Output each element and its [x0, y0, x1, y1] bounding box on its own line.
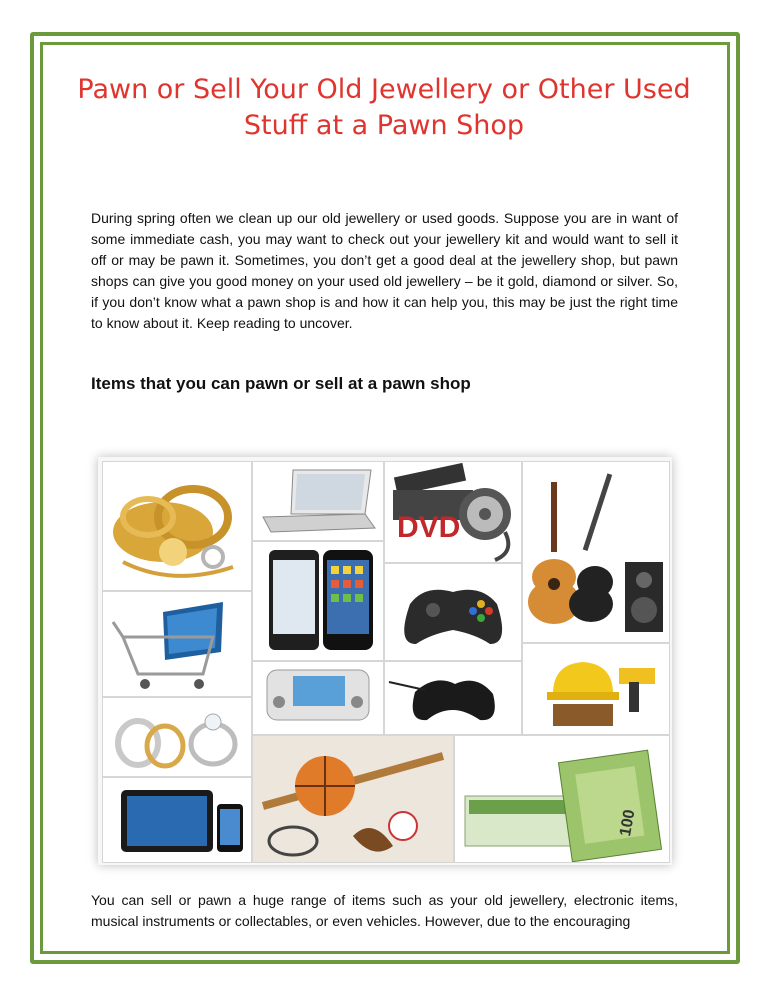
game-controller-image — [384, 563, 522, 661]
dvd-film-image — [384, 461, 522, 563]
banknote-label: 100 — [617, 808, 639, 838]
handheld-console-image — [252, 661, 384, 735]
page-title: Pawn or Sell Your Old Jewellery or Other Used Stuff at a Pawn Shop — [77, 74, 691, 141]
shopping-cart-image — [102, 591, 252, 697]
tools-hardhat-image — [522, 643, 670, 735]
section-heading: Items that you can pawn or sell at a pawn shop — [91, 374, 471, 393]
body-paragraph: You can sell or pawn a huge range of items such as your old jewellery, electronic items, musical instruments or collectables, or even vehicles. However, due to the encouraging — [91, 892, 678, 929]
money-stacks-image — [454, 735, 670, 863]
sports-equipment-image — [252, 735, 454, 863]
laptop-image — [252, 461, 384, 541]
pawn-items-collage — [98, 457, 672, 865]
dvd-label: DVD — [397, 511, 461, 544]
tablet-phone-image — [102, 777, 252, 863]
gold-jewellery-image — [102, 461, 252, 591]
smartphones-image — [252, 541, 384, 661]
diamond-rings-image — [102, 697, 252, 777]
guitars-speaker-image — [522, 461, 670, 643]
intro-paragraph: During spring often we clean up our old jewellery or used goods. Suppose you are in want of some immediate cash, you may want to check out your jewellery kit and would want to sell it off or may be pawn it. Sometimes, you don’t get a good deal at the jewellery shop, but pawn shops can give you good money on your used old jewellery – be it gold, diamond or silver. So, if you don’t know what a pawn shop is and how it can help you, this may be just the right time to know about it. Keep reading to uncover. — [91, 210, 678, 331]
gamepad-image — [384, 661, 522, 735]
